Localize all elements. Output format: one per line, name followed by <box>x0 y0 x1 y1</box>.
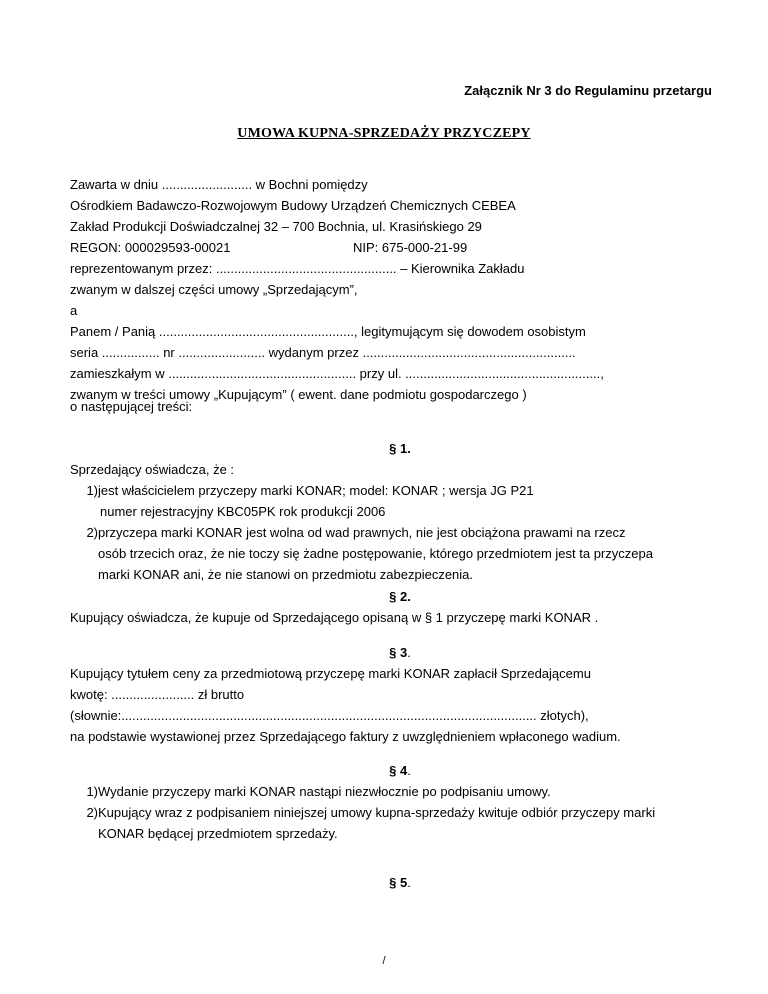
parties-line-seller-name: Ośrodkiem Badawczo-Rozwojowym Budowy Urządzeń Chemicznych CEBEA <box>70 198 516 213</box>
section-4-dot: . <box>407 763 411 778</box>
section-1-heading: § 1. <box>389 441 411 456</box>
parties-line-id-series: seria ................ nr ........................ wydanym przez ........................................................... <box>70 345 576 360</box>
section-3-heading <box>70 642 730 663</box>
section-3-line-4: na podstawie wystawionej przez Sprzedającego faktury z uwzględnieniem wpłaconego wadium. <box>70 729 621 744</box>
section-4 <box>70 760 730 844</box>
document-title: UMOWA KUPNA-SPRZEDAŻY PRZYCZEPY <box>237 126 531 141</box>
parties-line-date: Zawarta w dniu ......................... w Bochni pomiędzy <box>70 177 368 192</box>
parties-line-buyer-address: zamieszkałym w .................................................... przy ul. ......................................................, <box>70 366 604 381</box>
section-1-item-1-cont: numer rejestracyjny KBC05PK rok produkcji 2006 <box>100 504 386 519</box>
section-4-symbol: § 4 <box>389 763 408 778</box>
section-5 <box>70 872 730 893</box>
section-1-item-2 <box>70 522 730 543</box>
page-number: / <box>382 955 386 967</box>
item-number: 1) <box>86 784 98 799</box>
parties-line-seller-address: Zakład Produkcji Doświadczalnej 32 – 700 Bochnia, ul. Krasińskiego 29 <box>70 219 482 234</box>
section-1-item-1 <box>70 480 730 501</box>
section-3-line-2: kwotę: ....................... zł brutto <box>70 687 245 702</box>
parties-line-seller-alias: zwanym w dalszej części umowy „Sprzedającym”, <box>70 282 358 297</box>
regon-number: REGON: 000029593-00021 <box>70 240 231 255</box>
nip-number: NIP: 675-000-21-99 <box>353 240 468 255</box>
item-text: przyczepa marki KONAR jest wolna od wad prawnych, nie jest obciążona prawami na rzecz <box>98 525 626 540</box>
section-3-line-1: Kupujący tytułem ceny za przedmiotową przyczepę marki KONAR zapłacił Sprzedającemu <box>70 666 591 681</box>
section-1-item-2-cont-1: osób trzecich oraz, że nie toczy się żadne postępowanie, którego przedmiotem jest ta przyczepa <box>98 546 653 561</box>
item-number: 2) <box>86 525 98 540</box>
section-4-item-1 <box>70 781 730 802</box>
item-text: jest właścicielem przyczepy marki KONAR; model: KONAR ; wersja JG P21 <box>98 483 534 498</box>
parties-block <box>70 174 730 405</box>
parties-line-and: a <box>70 303 78 318</box>
intro-text: o następującej treści: <box>70 399 193 414</box>
section-2-text: Kupujący oświadcza, że kupuje od Sprzedającego opisaną w § 1 przyczepę marki KONAR . <box>70 610 599 625</box>
section-1 <box>70 438 730 585</box>
parties-line-representative: reprezentowanym przez: .................................................. – Kierownika Zakładu <box>70 261 525 276</box>
section-5-dot: . <box>407 875 411 890</box>
item-number: 2) <box>86 805 98 820</box>
section-3-dot: . <box>407 645 411 660</box>
section-5-heading <box>70 872 730 893</box>
section-3-line-3: (słownie:................................................................................................................... złotych), <box>70 708 589 723</box>
section-3 <box>70 642 730 747</box>
parties-line-buyer-alias: zwanym w treści umowy „Kupującym” ( ewent. dane podmiotu gospodarczego ) <box>70 387 527 402</box>
item-text: Wydanie przyczepy marki KONAR nastąpi niezwłocznie po podpisaniu umowy. <box>98 784 551 799</box>
section-3-symbol: § 3 <box>389 645 408 660</box>
parties-line-buyer-name: Panem / Panią ......................................................, legitymującym się dowodem osobistym <box>70 324 586 339</box>
section-4-heading <box>70 760 730 781</box>
item-number: 1) <box>86 483 98 498</box>
section-1-lead: Sprzedający oświadcza, że : <box>70 462 235 477</box>
annex-label: Załącznik Nr 3 do Regulaminu przetargu <box>464 83 712 98</box>
item-text: Kupujący wraz z podpisaniem niniejszej umowy kupna-sprzedaży kwituje odbiór przyczepy marki <box>98 805 656 820</box>
section-1-item-2-cont-2: marki KONAR ani, że nie stanowi on przedmiotu zabezpieczenia. <box>98 567 474 582</box>
section-2-heading: § 2. <box>389 589 411 604</box>
section-2 <box>70 586 730 628</box>
section-5-symbol: § 5 <box>389 875 408 890</box>
section-4-item-2 <box>70 802 730 823</box>
section-4-item-2-cont: KONAR będącej przedmiotem sprzedaży. <box>98 826 338 841</box>
parties-line-ids <box>70 237 730 258</box>
